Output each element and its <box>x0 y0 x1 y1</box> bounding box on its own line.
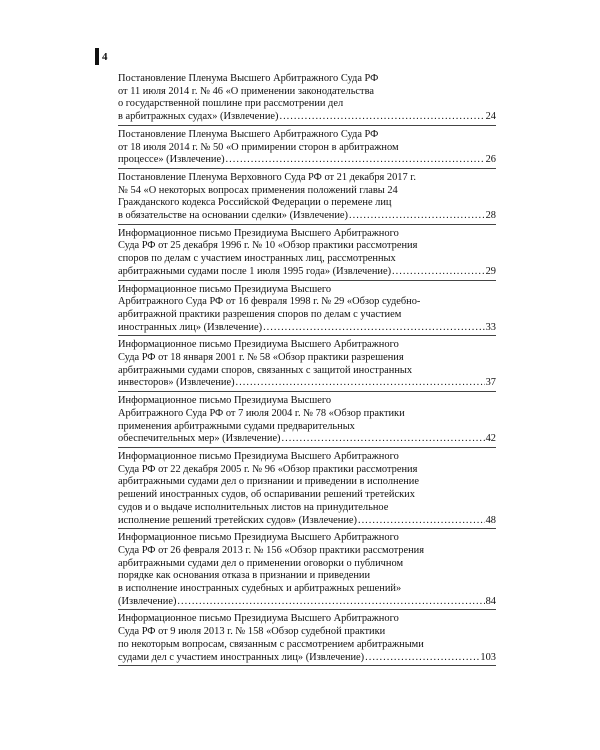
toc-entry-line: Информационное письмо Президиума Высшего Арбитражного <box>118 227 399 239</box>
toc-entry[interactable] <box>118 281 496 337</box>
toc-entry-line: споров по делам с участием иностранных лиц, рассмотренных <box>118 253 396 265</box>
toc-entry-last-line <box>118 377 496 390</box>
toc-entry-line: судами дел с участием иностранных лиц» (Извлечение) <box>118 651 365 663</box>
toc-entry-page: 28 <box>485 210 496 222</box>
toc-entry-line: Постановление Пленума Высшего Арбитражного Суда РФ <box>118 128 379 140</box>
toc-entry-line: Информационное письмо Президиума Высшего <box>118 395 332 407</box>
toc-entry-last-line <box>118 210 496 223</box>
toc-entry-page: 103 <box>480 651 496 663</box>
toc-entry-last-line <box>118 433 496 446</box>
toc-entry-line: Информационное письмо Президиума Высшего <box>118 283 332 295</box>
toc-entry-page: 26 <box>485 154 496 166</box>
dot-leader <box>365 652 479 665</box>
toc-entry-line: Гражданского кодекса Российской Федерации о перемене лиц <box>118 197 392 209</box>
toc-entry-line: порядке как основания отказа в признании и приведении <box>118 570 371 582</box>
toc-entry-line: Суда РФ от 18 января 2001 г. № 58 «Обзор практики разрешения <box>118 352 404 364</box>
page-header <box>95 48 108 65</box>
page-number: 4 <box>102 50 108 63</box>
toc-entry[interactable] <box>118 392 496 448</box>
toc-entry-page: 37 <box>485 377 496 389</box>
dot-leader <box>279 111 484 124</box>
dot-leader <box>226 154 485 167</box>
toc-entry-line: № 54 «О некоторых вопросах применения положений главы 24 <box>118 184 398 196</box>
toc-entry-line: арбитражными судами споров, связанных с защитой иностранных <box>118 364 413 376</box>
dot-leader <box>392 266 485 279</box>
dot-leader <box>349 210 485 223</box>
toc-entry-line: процессе» (Извлечение) <box>118 154 225 166</box>
toc-entry-line: в обязательстве на основании сделки» (Извлечение) <box>118 210 348 222</box>
toc-entry-line: применения арбитражными судами предварительных <box>118 420 355 432</box>
toc-entry-line: Арбитражного Суда РФ от 16 февраля 1998 г. № 29 «Обзор судебно- <box>118 296 421 308</box>
toc-entry-line: Суда РФ от 25 декабря 1996 г. № 10 «Обзор практики рассмотрения <box>118 240 418 252</box>
toc-entry-page: 29 <box>485 265 496 277</box>
toc-entry[interactable] <box>118 169 496 225</box>
toc-entry-last-line <box>118 652 496 665</box>
toc-entry-line: Арбитражного Суда РФ от 7 июля 2004 г. № 78 «Обзор практики <box>118 407 405 419</box>
toc-entry[interactable] <box>118 126 496 169</box>
toc-entry-line: арбитражными судами после 1 июля 1995 года» (Извлечение) <box>118 265 392 277</box>
toc-entry-line: исполнение решений третейских судов» (Извлечение) <box>118 514 357 526</box>
toc-entry-page: 33 <box>485 321 496 333</box>
toc-entry-line: Информационное письмо Президиума Высшего Арбитражного <box>118 613 399 625</box>
toc-entry[interactable] <box>118 610 496 666</box>
toc-entry[interactable] <box>118 70 496 126</box>
toc-entry-line: арбитражной практики разрешения споров по делам с участием <box>118 308 402 320</box>
toc-entry-last-line <box>118 111 496 124</box>
toc-entry-line: от 18 июля 2014 г. № 50 «О примирении сторон в арбитражном <box>118 141 399 153</box>
toc-entry-line: Постановление Пленума Высшего Арбитражного Суда РФ <box>118 73 379 84</box>
table-of-contents <box>118 70 496 666</box>
toc-entry-line: инвесторов» (Извлечение) <box>118 377 235 389</box>
toc-entry-last-line <box>118 154 496 167</box>
toc-entry-line: судов и о выдаче исполнительных листов на принудительное <box>118 501 389 513</box>
toc-entry-line: арбитражными судами дел о применении оговорки о публичном <box>118 557 404 569</box>
toc-entry-page: 84 <box>485 595 496 607</box>
toc-entry-line: Информационное письмо Президиума Высшего Арбитражного <box>118 450 399 462</box>
toc-entry-page: 48 <box>485 514 496 526</box>
toc-entry-line: Информационное письмо Президиума Высшего Арбитражного <box>118 532 399 544</box>
toc-entry-line: Постановление Пленума Верховного Суда РФ от 21 декабря 2017 г. <box>118 171 416 183</box>
toc-entry-line: (Извлечение) <box>118 595 177 607</box>
toc-entry[interactable] <box>118 529 496 610</box>
toc-entry-line: обеспечительных мер» (Извлечение) <box>118 433 281 445</box>
toc-entry[interactable] <box>118 225 496 281</box>
dot-leader <box>263 322 485 335</box>
toc-entry-line: Суда РФ от 9 июля 2013 г. № 158 «Обзор судебной практики <box>118 626 386 638</box>
toc-entry-line: о государственной пошлине при рассмотрении дел <box>118 98 344 110</box>
toc-entry-last-line <box>118 266 496 279</box>
toc-entry-last-line <box>118 322 496 335</box>
toc-entry-line: Суда РФ от 22 декабря 2005 г. № 96 «Обзор практики рассмотрения <box>118 463 418 475</box>
toc-entry-line: иностранных лиц» (Извлечение) <box>118 321 263 333</box>
toc-entry-last-line <box>118 596 496 609</box>
toc-entry-line: Суда РФ от 26 февраля 2013 г. № 156 «Обзор практики рассмотрения <box>118 544 425 556</box>
dot-leader <box>236 377 485 390</box>
dot-leader <box>282 433 485 446</box>
toc-entry-page: 42 <box>485 433 496 445</box>
toc-entry-line: в арбитражных судах» (Извлечение) <box>118 111 279 123</box>
toc-entry-line: решений иностранных судов, об оспаривании решений третейских <box>118 489 415 501</box>
toc-entry-line: арбитражными судами дел о признании и приведении в исполнение <box>118 476 419 488</box>
toc-entry-line: от 11 июля 2014 г. № 46 «О применении законодательства <box>118 85 374 97</box>
page-marker-bar <box>95 48 99 65</box>
toc-entry[interactable] <box>118 336 496 392</box>
toc-entry-line: Информационное письмо Президиума Высшего Арбитражного <box>118 339 399 351</box>
toc-entry-page: 24 <box>485 111 496 123</box>
dot-leader <box>177 596 484 609</box>
dot-leader <box>358 515 485 528</box>
toc-entry[interactable] <box>118 448 496 529</box>
toc-entry-line: по некоторым вопросам, связанным с рассмотрением арбитражными <box>118 638 424 650</box>
toc-entry-line: в исполнение иностранных судебных и арбитражных решений» <box>118 583 402 595</box>
toc-entry-last-line <box>118 515 496 528</box>
